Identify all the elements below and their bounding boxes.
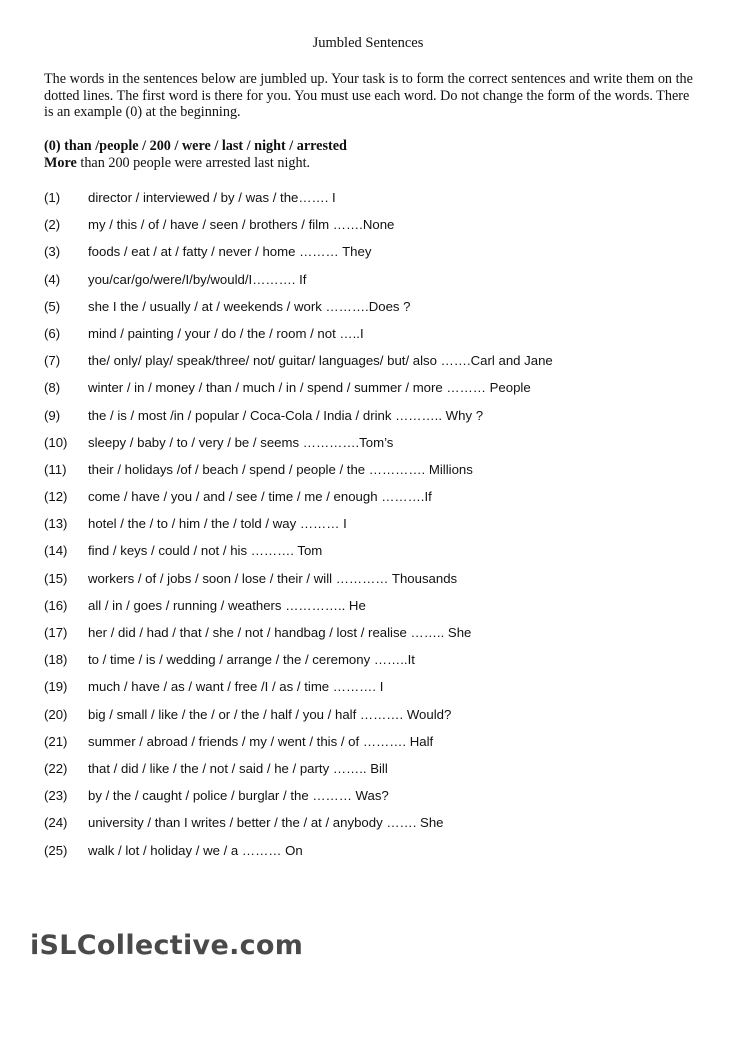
sentence-jumbled-words: find / keys / could / not / his ………. Tom bbox=[88, 543, 323, 559]
sentence-item bbox=[44, 215, 704, 242]
example-jumbled-words: (0) than /people / 200 / were / last / night / arrested bbox=[44, 138, 347, 154]
sentence-item bbox=[44, 650, 704, 677]
sentence-item bbox=[44, 270, 704, 297]
sentence-item bbox=[44, 487, 704, 514]
sentence-item bbox=[44, 188, 704, 215]
sentence-item bbox=[44, 732, 704, 759]
sentence-jumbled-words: sleepy / baby / to / very / be / seems ………….Tom’s bbox=[88, 434, 394, 450]
sentence-jumbled-words: big / small / like / the / or / the / half / you / half ………. Would? bbox=[88, 706, 452, 722]
sentence-number: (19) bbox=[44, 679, 68, 695]
sentence-jumbled-words: mind / painting / your / do / the / room / not …..I bbox=[88, 325, 364, 341]
sentence-item bbox=[44, 786, 704, 813]
sentence-jumbled-words: their / holidays /of / beach / spend / people / the …………. Millions bbox=[88, 461, 473, 477]
sentence-jumbled-words: the / is / most /in / popular / Coca-Cola / India / drink ……….. Why ? bbox=[88, 407, 484, 423]
sentence-item bbox=[44, 460, 704, 487]
sentence-item bbox=[44, 433, 704, 460]
sentence-item bbox=[44, 242, 704, 269]
sentence-item bbox=[44, 813, 704, 840]
sentence-number: (6) bbox=[44, 325, 61, 341]
sentence-number: (1) bbox=[44, 190, 61, 205]
site-watermark: iSLCollective.com bbox=[30, 930, 304, 961]
sentence-jumbled-words: to / time / is / wedding / arrange / the / ceremony ……..It bbox=[88, 652, 415, 668]
worksheet-title: Jumbled Sentences bbox=[312, 35, 424, 51]
sentence-jumbled-words: foods / eat / at / fatty / never / home ……… They bbox=[88, 244, 372, 260]
sentence-item bbox=[44, 297, 704, 324]
instructions-paragraph: The words in the sentences below are jumbled up. Your task is to form the correct sentences and write them on the dotted lines. The first word is there for you. You must use each word. Do not change the form of the words. There is an example (0) at the beginning. bbox=[44, 71, 693, 120]
sentence-item bbox=[44, 841, 704, 868]
sentence-jumbled-words: her / did / had / that / she / not / handbag / lost / realise …….. She bbox=[88, 625, 472, 640]
sentence-number: (17) bbox=[44, 625, 68, 640]
sentence-number: (15) bbox=[44, 570, 68, 586]
sentence-jumbled-words: university / than I writes / better / the / at / anybody ……. She bbox=[88, 815, 444, 831]
sentence-item bbox=[44, 324, 704, 351]
sentence-number: (9) bbox=[44, 407, 61, 423]
sentence-jumbled-words: workers / of / jobs / soon / lose / their / will ………… Thousands bbox=[88, 570, 458, 586]
sentence-number: (2) bbox=[44, 217, 61, 233]
example-answer-rest: than 200 people were arrested last night. bbox=[76, 155, 311, 171]
sentence-number: (21) bbox=[44, 733, 68, 749]
sentence-number: (4) bbox=[44, 271, 61, 287]
sentence-item bbox=[44, 705, 704, 732]
sentence-number: (14) bbox=[44, 543, 68, 559]
sentence-number: (11) bbox=[44, 461, 67, 477]
sentence-list bbox=[44, 188, 704, 868]
sentence-number: (24) bbox=[44, 815, 68, 831]
example-answer-first-word: More bbox=[44, 155, 77, 171]
sentence-jumbled-words: director / interviewed / by / was / the……. I bbox=[88, 190, 336, 205]
sentence-jumbled-words: hotel / the / to / him / the / told / way ……… I bbox=[88, 516, 347, 532]
sentence-number: (3) bbox=[44, 244, 61, 260]
sentence-number: (23) bbox=[44, 788, 68, 804]
sentence-jumbled-words: she I the / usually / at / weekends / work ……….Does ? bbox=[88, 298, 411, 314]
sentence-number: (12) bbox=[44, 489, 68, 505]
sentence-item bbox=[44, 759, 704, 786]
sentence-jumbled-words: all / in / goes / running / weathers ………….. He bbox=[88, 597, 366, 613]
sentence-jumbled-words: my / this / of / have / seen / brothers / film …….None bbox=[88, 217, 395, 233]
example-answer bbox=[44, 155, 310, 171]
sentence-number: (7) bbox=[44, 353, 61, 369]
sentence-number: (5) bbox=[44, 298, 61, 314]
sentence-item bbox=[44, 406, 704, 433]
sentence-number: (10) bbox=[44, 434, 68, 450]
sentence-number: (20) bbox=[44, 706, 68, 722]
sentence-jumbled-words: you/car/go/were/I/by/would/I………. If bbox=[88, 271, 307, 287]
sentence-number: (16) bbox=[44, 597, 68, 613]
sentence-item bbox=[44, 351, 704, 378]
sentence-jumbled-words: come / have / you / and / see / time / me / enough ……….If bbox=[88, 489, 432, 505]
sentence-item bbox=[44, 623, 704, 650]
sentence-item bbox=[44, 378, 704, 405]
sentence-item bbox=[44, 514, 704, 541]
sentence-jumbled-words: summer / abroad / friends / my / went / this / of ………. Half bbox=[88, 733, 434, 749]
sentence-jumbled-words: by / the / caught / police / burglar / the ……… Was? bbox=[88, 788, 389, 804]
sentence-item bbox=[44, 596, 704, 623]
sentence-item bbox=[44, 677, 704, 704]
sentence-item bbox=[44, 569, 704, 596]
sentence-item bbox=[44, 541, 704, 568]
sentence-jumbled-words: much / have / as / want / free /I / as / time ………. I bbox=[88, 679, 384, 695]
sentence-number: (8) bbox=[44, 380, 61, 396]
sentence-number: (13) bbox=[44, 516, 68, 532]
sentence-jumbled-words: walk / lot / holiday / we / a ……… On bbox=[88, 842, 303, 858]
sentence-number: (25) bbox=[44, 842, 68, 858]
sentence-number: (18) bbox=[44, 652, 68, 668]
sentence-jumbled-words: the/ only/ play/ speak/three/ not/ guitar/ languages/ but/ also …….Carl and Jane bbox=[88, 353, 553, 369]
sentence-jumbled-words: that / did / like / the / not / said / he / party …….. Bill bbox=[88, 760, 388, 776]
sentence-number: (22) bbox=[44, 760, 68, 776]
sentence-jumbled-words: winter / in / money / than / much / in / spend / summer / more ……… People bbox=[88, 380, 531, 396]
example-block bbox=[44, 138, 347, 172]
